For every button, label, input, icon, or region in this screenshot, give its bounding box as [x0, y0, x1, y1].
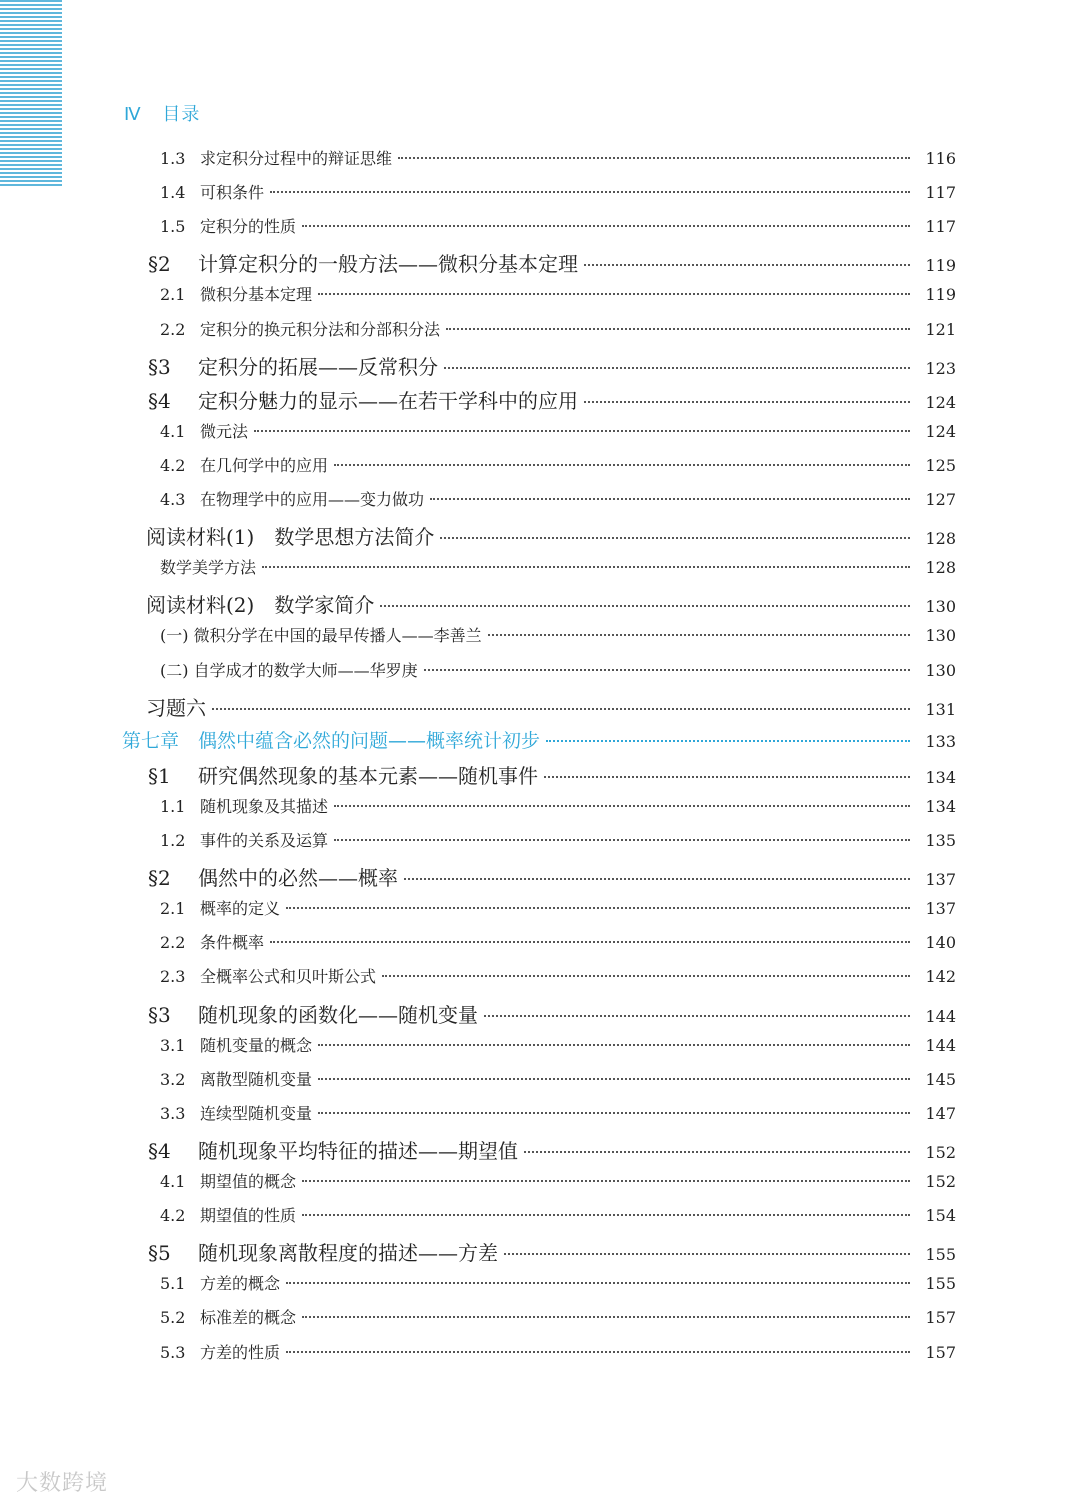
toc-entry-page: 134: [925, 767, 956, 787]
dot-leader: [302, 1180, 910, 1182]
toc-entry-number: 4.2: [160, 455, 186, 475]
dot-leader: [524, 1151, 910, 1153]
toc-entry-title: 可积条件: [200, 183, 265, 203]
toc-entry-page: 127: [925, 490, 956, 509]
header-label: 目录: [162, 104, 201, 125]
toc-entry-page: 154: [925, 1206, 956, 1226]
dot-leader: [440, 537, 910, 539]
toc-entry[interactable]: [0, 521, 1080, 550]
toc-entry[interactable]: [0, 1271, 1080, 1294]
toc-entry-page: 155: [925, 1274, 956, 1294]
toc-entry[interactable]: [0, 1033, 1080, 1056]
toc-entry-page: 157: [925, 1342, 956, 1362]
toc-entry-number: 4.1: [160, 421, 186, 441]
toc-entry[interactable]: [0, 385, 1080, 414]
toc-entry[interactable]: [0, 146, 1080, 169]
toc-entry-page: 124: [925, 392, 956, 412]
toc-entry-title: 连续型随机变量: [200, 1103, 313, 1123]
page-number-roman: Ⅳ: [124, 104, 142, 125]
toc-entry[interactable]: [0, 1340, 1080, 1363]
toc-entry-title: 定积分的换元积分法和分部积分法: [200, 319, 441, 339]
toc-entry-number: 2.3: [160, 967, 186, 987]
toc-entry-title: 求定积分过程中的辩证思维: [200, 149, 393, 168]
toc-entry-page: 152: [925, 1172, 956, 1191]
toc-entry-title: (二) 自学成才的数学大师——华罗庚: [160, 660, 418, 680]
toc-entry[interactable]: [0, 1067, 1080, 1090]
toc-entry-number: §2: [148, 866, 171, 891]
dot-leader: [318, 293, 910, 295]
toc-entry-page: 137: [925, 899, 956, 919]
dot-leader: [584, 401, 910, 403]
toc-entry[interactable]: [0, 862, 1080, 891]
dot-leader: [430, 498, 910, 500]
toc-entry[interactable]: [0, 828, 1080, 851]
dot-leader: [286, 907, 910, 909]
toc-entry-title: 期望值的概念: [200, 1172, 297, 1191]
dot-leader: [302, 1214, 910, 1216]
dot-leader: [302, 225, 910, 227]
toc-entry-number: 1.3: [160, 149, 186, 168]
toc-entry-page: 128: [925, 529, 956, 549]
dot-leader: [584, 264, 910, 266]
toc-entry-page: 147: [925, 1103, 956, 1123]
toc-entry-page: 125: [925, 455, 956, 475]
dot-leader: [504, 1253, 910, 1255]
dot-leader: [318, 1044, 910, 1046]
toc-entry-title: 第七章 偶然中蕴含必然的问题——概率统计初步: [122, 729, 541, 752]
toc-entry-number: §4: [148, 388, 171, 413]
toc-entry-title: 阅读材料(1) 数学思想方法简介: [146, 525, 435, 550]
toc-entry-title: 期望值的性质: [200, 1206, 297, 1226]
toc-entry-number: 1.5: [160, 217, 186, 237]
dot-leader: [380, 605, 910, 607]
dot-leader: [318, 1078, 910, 1080]
dot-leader: [262, 566, 910, 568]
toc-entry[interactable]: [0, 658, 1080, 681]
dot-leader: [446, 328, 910, 330]
toc-entry-title: 方差的性质: [200, 1342, 281, 1362]
toc-entry-number: 2.2: [160, 933, 186, 953]
toc-entry[interactable]: [0, 351, 1080, 380]
dot-leader: [382, 975, 910, 977]
toc-entry-number: 4.1: [160, 1172, 186, 1191]
dot-leader: [424, 669, 910, 671]
toc-entry-page: 117: [925, 217, 956, 237]
dot-leader: [286, 1351, 910, 1353]
toc-entry-number: 2.1: [160, 899, 186, 919]
toc-entry[interactable]: [0, 1169, 1080, 1192]
toc-entry-number: 5.1: [160, 1274, 186, 1294]
dot-leader: [488, 634, 910, 636]
toc-entry-number: 1.4: [160, 183, 186, 203]
toc-entry-number: 4.2: [160, 1206, 186, 1226]
toc-entry[interactable]: [0, 282, 1080, 305]
toc-entry[interactable]: [0, 555, 1080, 578]
toc-entry[interactable]: [0, 453, 1080, 476]
toc-entry-number: §5: [148, 1241, 171, 1266]
toc-entry-page: 121: [925, 319, 956, 339]
toc-entry-number: §3: [148, 354, 171, 379]
toc-entry-title: 微元法: [200, 421, 249, 441]
toc-entry-page: 157: [925, 1308, 956, 1328]
toc-entry[interactable]: [0, 964, 1080, 987]
toc-entry-page: 144: [925, 1035, 956, 1055]
toc-entry-page: 145: [925, 1069, 956, 1089]
toc-entry-number: 1.2: [160, 831, 186, 850]
toc-entry-page: 131: [925, 699, 956, 719]
toc-entry-number: 5.2: [160, 1308, 186, 1328]
toc-entry-page: 116: [925, 149, 956, 168]
toc-entry-number: 5.3: [160, 1342, 186, 1362]
toc-entry[interactable]: [0, 487, 1080, 510]
toc-entry-title: 标准差的概念: [200, 1308, 297, 1328]
toc-entry[interactable]: [0, 248, 1080, 277]
toc-entry[interactable]: [0, 692, 1080, 721]
toc-entry[interactable]: [0, 1305, 1080, 1328]
dot-leader: [334, 839, 910, 841]
dot-leader: [318, 1112, 910, 1114]
dot-leader: [546, 740, 910, 742]
toc-entry-title: 计算定积分的一般方法——微积分基本定理: [198, 252, 578, 277]
toc-entry-title: 习题六: [146, 695, 206, 720]
toc-entry-number: §2: [148, 252, 171, 277]
toc-entry[interactable]: [0, 317, 1080, 340]
dot-leader: [544, 776, 910, 778]
dot-leader: [444, 367, 910, 369]
toc-entry-title: 随机变量的概念: [200, 1035, 313, 1055]
toc-entry-number: 3.3: [160, 1103, 186, 1123]
toc-entry-title: 数学美学方法: [160, 558, 257, 578]
toc-entry-page: 124: [925, 421, 956, 441]
toc-entry-page: 119: [925, 256, 956, 276]
toc-entry[interactable]: [0, 930, 1080, 953]
toc-entry-page: 137: [925, 870, 956, 890]
toc-entry-title: 全概率公式和贝叶斯公式: [200, 967, 377, 987]
toc-entry[interactable]: [0, 1101, 1080, 1124]
toc-entry-page: 134: [925, 796, 956, 816]
toc-entry-number: 3.2: [160, 1069, 186, 1089]
toc-entry-number: 4.3: [160, 490, 186, 509]
toc-entry-title: 方差的概念: [200, 1274, 281, 1294]
toc-entry-title: 事件的关系及运算: [200, 831, 329, 850]
toc-entry-number: §1: [148, 763, 171, 788]
dot-leader: [270, 191, 910, 193]
toc-entry[interactable]: [0, 180, 1080, 203]
toc-entry[interactable]: [0, 623, 1080, 646]
toc-entry[interactable]: [0, 760, 1080, 789]
toc-entry-page: 133: [925, 731, 956, 751]
toc-entry-page: 123: [925, 358, 956, 378]
toc-entry[interactable]: [0, 1135, 1080, 1164]
dot-leader: [286, 1282, 910, 1284]
toc-entry-page: 135: [925, 831, 956, 850]
watermark: 大数跨境: [16, 1471, 109, 1496]
toc-entry[interactable]: [0, 589, 1080, 618]
toc-entry-number: 2.2: [160, 319, 186, 339]
toc-entry-number: 2.1: [160, 285, 186, 305]
dot-leader: [404, 878, 910, 880]
dot-leader: [270, 941, 910, 943]
toc-entry[interactable]: [0, 1203, 1080, 1226]
toc-entry-page: 144: [925, 1006, 956, 1026]
toc-entry-title: 概率的定义: [200, 899, 281, 919]
toc-entry-title: 条件概率: [200, 933, 265, 953]
toc-entry-page: 140: [925, 933, 956, 953]
toc-entry-number: §4: [148, 1138, 171, 1163]
dot-leader: [212, 708, 910, 710]
toc-entry[interactable]: [0, 999, 1080, 1028]
dot-leader: [334, 464, 910, 466]
toc-entry-title: 随机现象及其描述: [200, 796, 329, 816]
toc-entry-title: 偶然中的必然——概率: [198, 866, 398, 891]
dot-leader: [302, 1316, 910, 1318]
toc-entry-page: 130: [925, 626, 956, 646]
toc-entry-page: 128: [925, 558, 956, 578]
toc-entry-title: 离散型随机变量: [200, 1069, 313, 1089]
toc-entry[interactable]: [0, 726, 1080, 753]
toc-entry-title: 研究偶然现象的基本元素——随机事件: [198, 763, 538, 788]
toc-entry-page: 117: [925, 183, 956, 203]
toc-entry-title: 随机现象的函数化——随机变量: [198, 1002, 478, 1027]
toc-entry-title: 阅读材料(2) 数学家简介: [146, 593, 375, 618]
toc-entry-title: 在几何学中的应用: [200, 455, 329, 475]
toc-entry-page: 130: [925, 597, 956, 617]
toc-entry-number: §3: [148, 1002, 171, 1027]
dot-leader: [254, 430, 910, 432]
toc-entry-page: 152: [925, 1142, 956, 1162]
toc-entry[interactable]: [0, 794, 1080, 817]
toc-entry-page: 142: [925, 967, 956, 987]
toc-entry-number: 1.1: [160, 796, 186, 816]
dot-leader: [398, 157, 910, 159]
toc-entry[interactable]: [0, 1237, 1080, 1266]
toc-entry-title: 微积分基本定理: [200, 285, 313, 305]
toc-entry-title: (一) 微积分学在中国的最早传播人——李善兰: [160, 626, 482, 646]
toc-entry[interactable]: [0, 214, 1080, 237]
toc-entry-page: 119: [925, 285, 956, 305]
toc-entry-number: 3.1: [160, 1035, 186, 1055]
toc-entry[interactable]: [0, 896, 1080, 919]
page-header: [124, 100, 200, 126]
toc-entry-title: 随机现象离散程度的描述——方差: [198, 1241, 498, 1266]
dot-leader: [484, 1015, 910, 1017]
toc-entry-title: 定积分的拓展——反常积分: [198, 354, 438, 379]
toc-entry[interactable]: [0, 419, 1080, 442]
toc-entry-page: 130: [925, 660, 956, 680]
toc-entry-title: 随机现象平均特征的描述——期望值: [198, 1138, 518, 1163]
toc-entry-title: 定积分的性质: [200, 217, 297, 237]
toc-entry-title: 在物理学中的应用——变力做功: [200, 490, 425, 509]
dot-leader: [334, 805, 910, 807]
toc-entry-page: 155: [925, 1245, 956, 1265]
toc-entry-title: 定积分魅力的显示——在若干学科中的应用: [198, 388, 578, 413]
